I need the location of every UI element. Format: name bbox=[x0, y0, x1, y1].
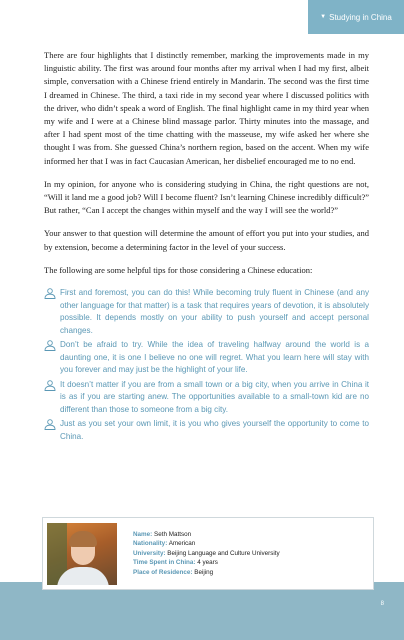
triangle-down-icon: ▼ bbox=[320, 14, 327, 20]
page-number: 8 bbox=[380, 601, 384, 607]
profile-time-row: Time Spent in China: 4 years bbox=[133, 559, 218, 567]
paragraph-tips-intro: The following are some helpful tips for those considering a Chinese education: bbox=[44, 264, 313, 275]
profile-residence: Beijing bbox=[194, 568, 214, 576]
profile-photo bbox=[47, 523, 117, 585]
section-tab bbox=[308, 0, 404, 34]
profile-university-row: University: Beijing Language and Culture University bbox=[133, 549, 280, 557]
list-item bbox=[44, 418, 369, 443]
profile-name-row: Name: Seth Mattson bbox=[133, 530, 192, 538]
list-item bbox=[44, 379, 369, 417]
tip-text: Just as you set your own limit, it is you who gives yourself the opportunity to come to China. bbox=[60, 419, 369, 441]
profile-name: Seth Mattson bbox=[154, 530, 192, 538]
profile-card bbox=[42, 517, 374, 590]
person-outline-icon bbox=[44, 380, 56, 391]
profile-residence-row: Place of Residence: Beijing bbox=[133, 568, 214, 576]
paragraph-questions: In my opinion, for anyone who is considering studying in China, the right questions are not, “Will it land me a good job? Will I become fluent? Isn’t learning Chinese incredibly difficult?” But rather, “Can I accept the changes within myself and the way I will see the world?” bbox=[44, 178, 369, 216]
person-outline-icon bbox=[44, 288, 56, 299]
paragraph-highlights: There are four highlights that I distinctly remember, marking the improvements made in my linguistic ability. The first was around four months after my arrival when I had my first, albeit simple, conversation with a Chinese friend entirely in Mandarin. The second was the first time I dreamed in Chinese. The third, a taxi ride in my second year where I discussed politics with the driver, who didn’t speak a word of English. The final highlight came in my third year when my wife and I were at a Chinese blind massage parlor. Thirty minutes into the massage, and after I had spent most of the time chatting with the masseuse, my wife asked her where she thought I was from. She guessed China’s northern region, based on the accent. When my wife informed her that I was in fact Caucasian American, her disbelief encouraged me to no end. bbox=[44, 50, 369, 166]
profile-university: Beijing Language and Culture University bbox=[167, 549, 280, 557]
list-item bbox=[44, 287, 369, 337]
paragraph-answer: Your answer to that question will determine the amount of effort you put into your studies, and by extension, become a determining factor in the level of your success. bbox=[44, 228, 369, 252]
profile-time: 4 years bbox=[197, 559, 218, 567]
section-tab-label: Studying in China bbox=[329, 12, 392, 22]
tips-list bbox=[44, 287, 369, 443]
list-item bbox=[44, 339, 369, 377]
tip-text: It doesn’t matter if you are from a small town or a big city, when you arrive in China it is as if you are starting anew. The opportunities available to a small-town kid are no different than those to someone from a big city. bbox=[60, 379, 369, 414]
profile-nationality-row: Nationality: American bbox=[133, 540, 196, 548]
profile-info bbox=[133, 530, 280, 577]
article-body bbox=[44, 49, 369, 445]
person-outline-icon bbox=[44, 340, 56, 351]
person-outline-icon bbox=[44, 419, 56, 430]
profile-nationality: American bbox=[168, 540, 196, 548]
tip-text: Don’t be afraid to try. While the idea of traveling halfway around the world is a daunting one, it is one I believe no one will regret. What you learn here will stay with you forever and may just be the highlight of your life. bbox=[60, 340, 369, 375]
footer-band bbox=[0, 582, 404, 640]
tip-text: First and foremost, you can do this! While becoming truly fluent in Chinese (and any other language for that matter) is a task that requires years of devotion, it is absolutely possible. It depends mostly on your ability to push yourself and accept personal changes. bbox=[60, 288, 369, 335]
